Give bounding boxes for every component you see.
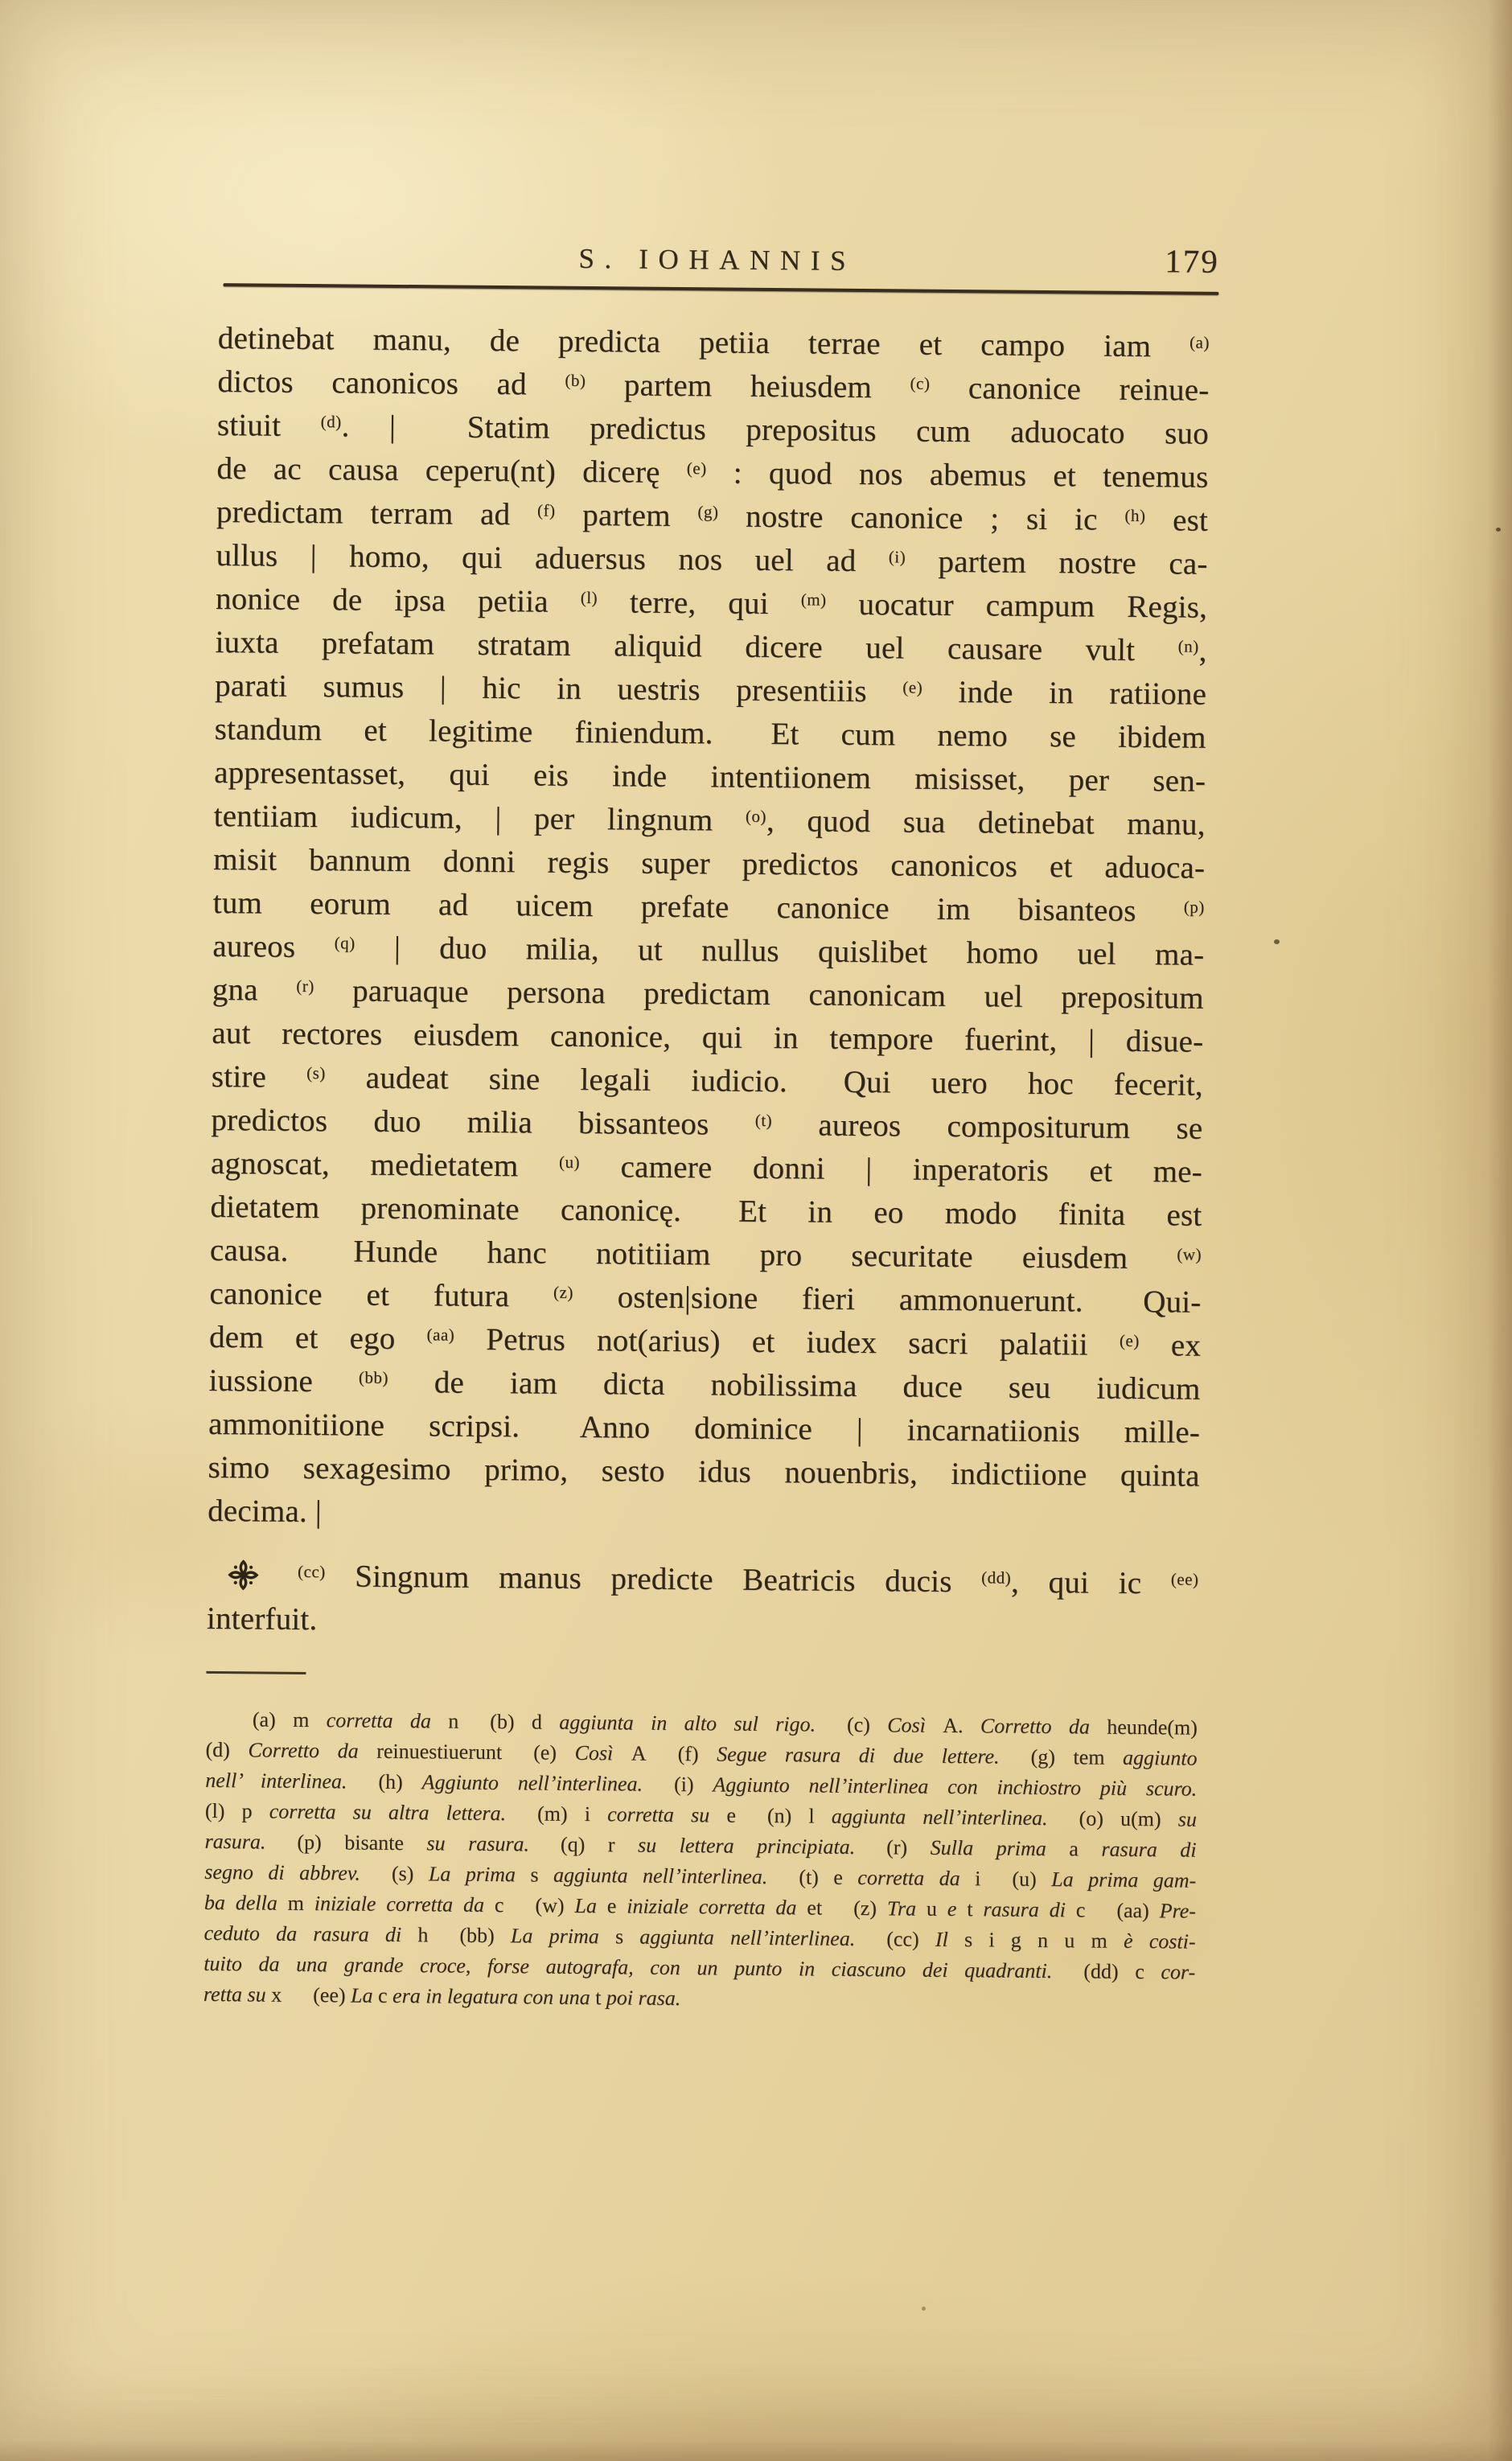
footnote-reading-text: (s) bbox=[360, 1861, 429, 1886]
footnote-reading-text: (o) u(m) bbox=[1047, 1806, 1178, 1831]
footnote-reading-text: (t) e bbox=[767, 1865, 858, 1890]
body-line: causa. Hunde hanc notitiiam pro securitate eiusdem $^{(w)}$ bbox=[209, 1232, 1202, 1276]
note-marker: (ee) bbox=[1170, 1569, 1199, 1589]
footnote-editorial-text: aggiunta nell’interlinea. bbox=[831, 1804, 1048, 1830]
footnote-editorial-text: La prima bbox=[428, 1862, 531, 1887]
body-line: aureos $^{(q)}$ | duo milia, ut nullus quislibet homo uel ma- bbox=[212, 928, 1205, 972]
running-title: S. IOHANNIS bbox=[578, 242, 857, 277]
footnote-editorial-text: su bbox=[1177, 1807, 1198, 1831]
body-line: ullus | homo, qui aduersus nos uel ad $^{(i)}$ partem nostre ca- bbox=[216, 537, 1208, 581]
note-marker: (a) bbox=[1189, 332, 1210, 352]
footnote-editorial-text: su rasura. bbox=[426, 1831, 530, 1856]
footnote-editorial-text: iniziale corretta da bbox=[314, 1892, 495, 1917]
footnote-reading-text: x (ee) bbox=[271, 1982, 351, 2007]
footnote-editorial-text: La bbox=[574, 1893, 607, 1918]
footnote-editorial-text: segno di abbrev. bbox=[204, 1859, 361, 1885]
note-marker: (i) bbox=[888, 547, 906, 567]
signum-line: interfuit. bbox=[206, 1600, 318, 1637]
footnote-reading-text: n (b) d bbox=[448, 1709, 560, 1734]
note-marker: (m) bbox=[800, 590, 827, 610]
footnote-reading-text: (cc) bbox=[855, 1926, 936, 1951]
page-header bbox=[219, 238, 1219, 287]
footnote-reading-text: (a) m bbox=[252, 1707, 327, 1732]
body-line: gna $^{(r)}$ paruaque persona predictam canonicam uel prepositum bbox=[212, 972, 1204, 1016]
body-line: appresentasset, qui eis inde intentiionem misisset, per sen- bbox=[214, 754, 1206, 799]
footnote-reading-text: e (n) l bbox=[726, 1803, 832, 1828]
body-line: aut rectores eiusdem canonice, qui in tempore fuerint, | disue- bbox=[212, 1015, 1204, 1059]
footnote-editorial-text: aggiunta nell’interlinea. bbox=[553, 1863, 768, 1889]
note-marker: (g) bbox=[697, 502, 719, 522]
footnote-editorial-text: era in legatura con una bbox=[392, 1983, 596, 2010]
note-marker: (cc) bbox=[298, 1561, 326, 1582]
note-marker: (s) bbox=[306, 1062, 326, 1083]
note-marker: (n) bbox=[1177, 636, 1199, 656]
note-marker: (l) bbox=[580, 587, 598, 608]
footnote-editorial-text: Così bbox=[574, 1740, 632, 1765]
signum-cross-icon bbox=[226, 1558, 260, 1592]
note-marker: (e) bbox=[1119, 1330, 1140, 1351]
body-line: de ac causa ceperu(nt) dicerę $^{(e)}$ : quod nos abemus et tenemus bbox=[216, 450, 1209, 495]
body-line: predictos duo milia bissanteos $^{(t)}$ aureos compositurum se bbox=[211, 1102, 1203, 1146]
footnote-editorial-text: iniziale corretta da bbox=[627, 1894, 807, 1920]
footnote-editorial-text: e bbox=[947, 1896, 968, 1921]
body-line: tentiiam iudicum, | per lingnum $^{(o)}$, quod sua detinebat manu, bbox=[213, 798, 1206, 842]
footnote-editorial-text: ba della bbox=[203, 1890, 288, 1915]
note-marker: (h) bbox=[1124, 505, 1146, 526]
signum-line: $^{(cc)}$ Singnum manus predicte Beatricis ducis $^{(dd)}$, qui ic $^{(ee)}$ bbox=[207, 1554, 1198, 1606]
body-line: agnoscat, medietatem $^{(u)}$ camere donni | inperatoris et me- bbox=[210, 1145, 1203, 1189]
footnote-editorial-text: aggiunta in alto sul rigo. bbox=[559, 1710, 816, 1736]
page-edge-shading-bottom bbox=[0, 2440, 1512, 2461]
footnote-reading-text: (l) p bbox=[204, 1798, 269, 1823]
footnote-editorial-text: cor- bbox=[1161, 1960, 1196, 1984]
body-line: ammonitiione scripsi. Anno dominice | incarnatiionis mille- bbox=[207, 1406, 1201, 1450]
footnote-editorial-text: La prima gam- bbox=[1051, 1867, 1197, 1892]
body-line: misit bannum donni regis super predictos canonicos et aduoca- bbox=[213, 841, 1206, 885]
note-marker: (f) bbox=[536, 500, 556, 520]
page-content bbox=[203, 238, 1219, 2028]
footnote-reading-text: m bbox=[287, 1891, 314, 1916]
footnote-editorial-text: Corretto da bbox=[248, 1738, 377, 1763]
note-marker: (t) bbox=[754, 1110, 773, 1131]
footnote-editorial-text: Aggiunto nell’interlinea. bbox=[421, 1770, 643, 1796]
body-line: stiuit $^{(d)}$. | Statim predictus prepositus cum aduocato suo bbox=[216, 407, 1210, 451]
footnote-editorial-text: aggiunta nell’interlinea. bbox=[639, 1925, 856, 1950]
body-line: simo sexagesimo primo, sesto idus nouenbris, indictiione quinta bbox=[207, 1449, 1200, 1493]
footnote-editorial-text: rasura. bbox=[204, 1829, 266, 1854]
note-marker: (e) bbox=[686, 458, 707, 479]
note-marker: (w) bbox=[1177, 1244, 1202, 1264]
body-line: nonice de ipsa petiia $^{(l)}$ terre, qui $^{(m)}$ uocatur campum Regis, bbox=[215, 581, 1208, 625]
footnote-reading-text: (q) r bbox=[528, 1832, 639, 1857]
footnote-reading-text: s bbox=[530, 1863, 554, 1887]
footnote-reading-text: c (w) bbox=[494, 1893, 575, 1917]
footnote-editorial-text: Aggiunto nell’interlinea con inchiostro più scuro. bbox=[713, 1773, 1198, 1801]
footnote-reading-text: t bbox=[595, 1986, 607, 2010]
footnote-editorial-text: Così bbox=[887, 1713, 943, 1737]
footnote-editorial-text: retta su bbox=[203, 1982, 272, 2007]
footnote-editorial-text: poi rasa. bbox=[606, 1986, 681, 2011]
footnote-reading-text: a bbox=[1069, 1837, 1102, 1861]
note-marker: (z) bbox=[553, 1282, 574, 1302]
note-marker: (u) bbox=[558, 1152, 581, 1172]
footnote-reading-text: (p) bisante bbox=[265, 1830, 427, 1855]
footnote-reading-text: (g) tem bbox=[999, 1744, 1124, 1769]
body-text bbox=[207, 317, 1210, 1542]
footnote-editorial-text: nell’ interlinea. bbox=[205, 1768, 347, 1793]
footnote-reading-text: (r) bbox=[855, 1834, 931, 1859]
footnote-reading-text: (m) i bbox=[505, 1802, 608, 1826]
footnote-reading-text: (dd) c bbox=[1052, 1959, 1161, 1984]
body-line: tum eorum ad uicem prefate canonice im bisanteos $^{(p)}$ bbox=[212, 885, 1205, 929]
note-marker: (bb) bbox=[358, 1367, 389, 1387]
page-edge-shading-right bbox=[1488, 0, 1512, 2461]
footnote-editorial-text: corretta da bbox=[857, 1866, 976, 1891]
footnote-editorial-text: Sulla prima bbox=[930, 1835, 1070, 1861]
footnote-reading-text: e bbox=[606, 1894, 627, 1918]
footnote-editorial-text: Tra bbox=[886, 1896, 927, 1921]
footnote-reading-text: t bbox=[967, 1897, 984, 1921]
body-line: dietatem prenominate canonicę. Et in eo modo finita est bbox=[210, 1189, 1202, 1233]
footnote-editorial-text: Corretto da bbox=[980, 1714, 1107, 1739]
body-line: standum et legitime finiendum. Et cum nemo se ibidem bbox=[214, 711, 1206, 755]
footnote-reading-text: A. bbox=[943, 1713, 981, 1738]
body-line: dem et ego $^{(aa)}$ Petrus not(arius) et iudex sacri palatiii $^{(e)}$ ex bbox=[208, 1319, 1202, 1363]
note-marker: (q) bbox=[334, 933, 355, 953]
footnote-editorial-text: rasura di bbox=[1101, 1837, 1197, 1862]
footnote-editorial-text: ceduto da rasura di bbox=[203, 1921, 418, 1947]
body-line: decima. | bbox=[207, 1493, 323, 1530]
footnote-reading-text: et (z) bbox=[807, 1896, 888, 1921]
body-line: canonice et futura $^{(z)}$ osten|sione fieri ammonuerunt. Qui- bbox=[209, 1276, 1202, 1320]
body-line: predictam terram ad $^{(f)}$ partem $^{(g)}$ nostre canonice ; si ic $^{(h)}$ est bbox=[216, 494, 1209, 538]
footnote-editorial-text: corretta su altra lettera. bbox=[269, 1799, 507, 1826]
note-marker: (e) bbox=[902, 677, 923, 697]
footnote-editorial-text: Pre- bbox=[1159, 1899, 1197, 1923]
footnote-editorial-text: rasura di bbox=[983, 1897, 1076, 1922]
footnote-separator-rule bbox=[206, 1671, 306, 1674]
note-marker: (c) bbox=[910, 373, 931, 393]
footnote-reading-text: (h) bbox=[347, 1769, 422, 1794]
footnote-reading-text: (c) bbox=[815, 1712, 888, 1737]
footnote-reading-text: A (f) bbox=[631, 1741, 717, 1766]
paper-speck bbox=[1274, 939, 1280, 944]
footnote-editorial-text: Il bbox=[935, 1927, 965, 1952]
footnote-reading-text: u bbox=[926, 1896, 948, 1921]
footnote-editorial-text: corretta su bbox=[607, 1802, 727, 1827]
body-line: dictos canonicos ad $^{(b)}$ partem heiusdem $^{(c)}$ canonice reinue- bbox=[217, 364, 1210, 408]
footnote-reading-text: reinuestiuerunt (e) bbox=[376, 1739, 575, 1765]
footnote-editorial-text: è costi- bbox=[1123, 1929, 1196, 1954]
footnote-reading-text: (i) bbox=[642, 1772, 713, 1797]
body-line: parati sumus | hic in uestris presentiiis $^{(e)}$ inde in ratiione bbox=[214, 668, 1207, 712]
note-marker: (o) bbox=[745, 806, 767, 826]
page-number: 179 bbox=[1165, 242, 1219, 280]
footnote-editorial-text: La prima bbox=[510, 1924, 616, 1949]
note-marker: (aa) bbox=[426, 1325, 455, 1345]
footnote-reading-text: i (u) bbox=[975, 1867, 1052, 1892]
note-marker: (p) bbox=[1183, 897, 1205, 917]
footnote-editorial-text: Segue rasura di due lettere. bbox=[717, 1742, 1000, 1769]
footnote-editorial-text: su lettera principiata. bbox=[637, 1833, 856, 1859]
body-line: iussione $^{(bb)}$ de iam dicta nobilissima duce seu iudicum bbox=[208, 1362, 1201, 1407]
note-marker: (d) bbox=[320, 412, 342, 432]
footnote-reading-text: heunde(m) bbox=[1107, 1715, 1198, 1740]
paper-speck bbox=[922, 2307, 926, 2311]
footnotes-block bbox=[203, 1704, 1198, 2019]
footnote-reading-text: s i g n u m bbox=[963, 1928, 1124, 1953]
footnote-reading-text: s bbox=[614, 1925, 640, 1949]
footnote-editorial-text: La bbox=[350, 1983, 379, 2007]
footnote-reading-text: (d) bbox=[205, 1737, 249, 1762]
footnote-reading-text: h (bb) bbox=[417, 1923, 512, 1948]
footnote-editorial-text: corretta da bbox=[326, 1708, 449, 1733]
body-line: detinebat manu, de predicta petiia terrae et campo iam $^{(a)}$ bbox=[217, 320, 1210, 364]
body-line: stire $^{(s)}$ audeat sine legali iudicio. Qui uero hoc fecerit, bbox=[211, 1058, 1204, 1103]
note-marker: (b) bbox=[565, 370, 586, 390]
footnote-reading-text: c bbox=[377, 1983, 393, 2007]
footnote-editorial-text: aggiunto bbox=[1122, 1745, 1198, 1770]
footnote-editorial-text: tuito da una grande croce, forse autografa, con un punto in ciascuno dei quadranti. bbox=[203, 1951, 1053, 1983]
note-marker: (r) bbox=[296, 976, 314, 996]
paper-speck bbox=[1496, 528, 1501, 532]
note-marker: (dd) bbox=[981, 1567, 1012, 1588]
signum-paragraph bbox=[207, 1554, 1199, 1650]
body-line: iuxta prefatam stratam aliquid dicere uel causare vult $^{(n)}$, bbox=[215, 624, 1207, 668]
footnote-reading-text: c (aa) bbox=[1075, 1898, 1160, 1923]
